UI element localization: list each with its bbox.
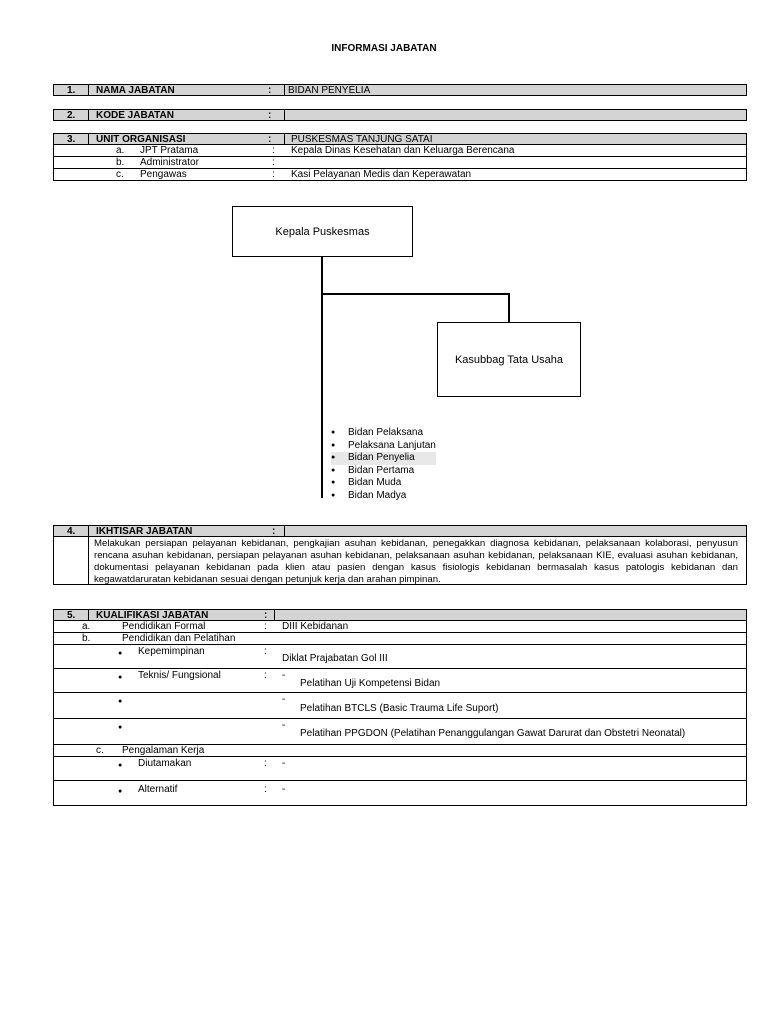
row-dash: - (282, 758, 286, 769)
list-item: ● Pelaksana Lanjutan (331, 440, 436, 453)
kualifikasi-row-pendidikan-pelatihan (54, 633, 746, 645)
section-colon: : (272, 526, 276, 537)
row-colon: : (264, 670, 267, 681)
section-number: 1. (67, 85, 76, 96)
section-ikhtisar-jabatan (53, 525, 747, 537)
row-colon: : (264, 758, 267, 769)
section-unit-organisasi (53, 133, 747, 145)
ikhtisar-text: Melakukan persiapan pelayanan kebidanan, pengkajian asuhan kebidanan, penegakkan diagnosa kebidanan, pelaksanaan kolaborasi, penyusun rencana asuhan kebidanan, persiapan pelayanan asuhan kebidanan, pelaksanaan asuhan kebidanan, pelaksanaan KIE, evaluasi asuhan kebidanan, dokumentasi pelayanan kebidanan pada klien atau pasien dengan kasus fisiologis kebidanan bermasalah kasus patologis kebidanan dan kegawatdaruratan kebidanan sesuai dengan petunjuk kerja dan arahan pimpinan. (94, 538, 738, 585)
section-kualifikasi-jabatan (53, 609, 747, 621)
bullet-icon: ● (118, 698, 123, 705)
row-label: Teknis/ Fungsional (138, 670, 221, 681)
column-divider (284, 85, 285, 95)
row-value: Kepala Dinas Kesehatan dan Keluarga Berencana (291, 145, 515, 156)
bullet-icon: ● (118, 650, 123, 657)
org-box-kasubbag: Kasubbag Tata Usaha (437, 322, 581, 397)
section-label: KUALIFIKASI JABATAN (96, 610, 209, 621)
row-letter: c. (116, 169, 124, 180)
kualifikasi-row-teknis (54, 669, 746, 693)
unit-row-administrator (53, 157, 747, 169)
column-divider (284, 526, 285, 536)
kualifikasi-row-kepemimpinan (54, 645, 746, 669)
kualifikasi-row-pengalaman (54, 745, 746, 757)
kualifikasi-row-pendidikan-formal (54, 621, 746, 633)
row-label: JPT Pratama (140, 145, 199, 156)
section-label: NAMA JABATAN (96, 85, 175, 96)
row-colon: : (264, 784, 267, 795)
page-title: INFORMASI JABATAN (331, 43, 437, 54)
org-connector-side (508, 293, 510, 322)
row-value: DIII Kebidanan (282, 621, 349, 632)
row-colon: : (272, 157, 275, 168)
column-divider (88, 110, 89, 120)
row-label: Pendidikan Formal (122, 621, 206, 632)
unit-row-pengawas (53, 169, 747, 181)
column-divider (88, 537, 89, 584)
row-label: Diutamakan (138, 758, 192, 769)
row-letter: a. (116, 145, 125, 156)
list-item: ● Bidan Madya (331, 490, 436, 503)
bullet-icon: ● (118, 674, 123, 681)
kualifikasi-row-alternatif (54, 781, 746, 806)
list-item: ● Bidan Muda (331, 477, 436, 490)
row-colon: : (272, 169, 275, 180)
unit-row-jpt (53, 145, 747, 157)
row-label: Pengawas (140, 169, 187, 180)
section-kode-jabatan (53, 109, 747, 121)
section-label: KODE JABATAN (96, 110, 174, 121)
bullet-icon: ● (118, 762, 123, 769)
org-position-list (331, 427, 436, 502)
section-number: 3. (67, 134, 76, 145)
row-dash: - (282, 784, 286, 795)
row-label: Pengalaman Kerja (122, 745, 205, 756)
row-letter: a. (82, 621, 91, 632)
row-label: Pendidikan dan Pelatihan (122, 633, 236, 644)
list-item: ● Bidan Pelaksana (331, 427, 436, 440)
column-divider (284, 110, 285, 120)
row-dash: - (282, 694, 286, 705)
bullet-icon: ● (118, 788, 123, 795)
row-label: Alternatif (138, 784, 178, 795)
row-colon: : (264, 621, 267, 632)
list-item: ● Bidan Pertama (331, 465, 436, 478)
section-nama-jabatan (53, 84, 747, 96)
row-dash: - (282, 670, 286, 681)
row-value: Pelatihan BTCLS (Basic Trauma Life Suport) (300, 703, 499, 714)
org-connector-horizontal (322, 293, 510, 295)
section-number: 4. (67, 526, 76, 537)
kualifikasi-row-ppgdon (54, 719, 746, 745)
row-value: Pelatihan Uji Kompetensi Bidan (300, 678, 441, 689)
column-divider (274, 610, 275, 620)
ikhtisar-text-box (53, 537, 747, 585)
kualifikasi-row-diutamakan (54, 757, 746, 781)
section-label: UNIT ORGANISASI (96, 134, 186, 145)
section-colon: : (268, 134, 272, 145)
column-divider (88, 134, 89, 144)
row-value: Kasi Pelayanan Medis dan Keperawatan (291, 169, 472, 180)
list-item: ● Bidan Penyelia (331, 452, 436, 465)
section-value: PUSKESMAS TANJUNG SATAI (291, 134, 433, 145)
column-divider (88, 85, 89, 95)
row-colon: : (272, 145, 275, 156)
section-value: BIDAN PENYELIA (288, 85, 371, 96)
section-colon: : (268, 85, 272, 96)
column-divider (284, 134, 285, 144)
row-value: Pelatihan PPGDON (Pelatihan Penanggulangan Gawat Darurat dan Obstetri Neonatal) (300, 728, 686, 739)
bullet-icon: ● (118, 724, 123, 731)
row-letter: c. (96, 745, 104, 756)
section-colon: : (268, 110, 272, 121)
org-box-kepala-puskesmas: Kepala Puskesmas (232, 206, 413, 257)
row-letter: b. (82, 633, 91, 644)
kualifikasi-table (53, 621, 747, 806)
section-number: 5. (67, 610, 76, 621)
row-label: Kepemimpinan (138, 646, 205, 657)
row-label: Administrator (140, 157, 199, 168)
column-divider (88, 610, 89, 620)
section-colon: : (264, 610, 268, 621)
row-value: Diklat Prajabatan Gol III (282, 653, 388, 664)
section-number: 2. (67, 110, 76, 121)
column-divider (88, 526, 89, 536)
row-dash: - (282, 720, 286, 731)
row-letter: b. (116, 157, 125, 168)
section-label: IKHTISAR JABATAN (96, 526, 193, 537)
row-colon: : (264, 646, 267, 657)
kualifikasi-row-btcls (54, 693, 746, 719)
